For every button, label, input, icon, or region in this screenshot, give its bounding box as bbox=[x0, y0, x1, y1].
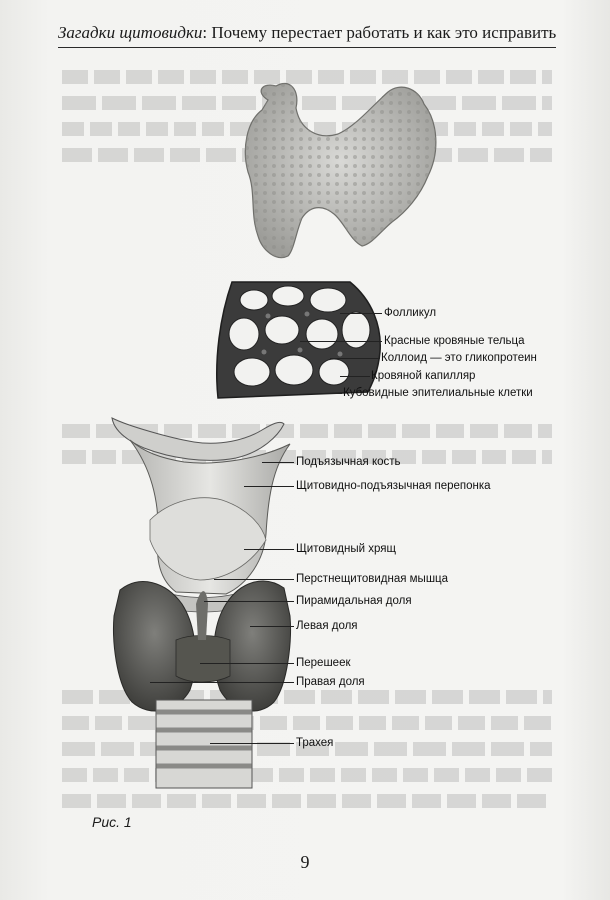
page-number: 9 bbox=[300, 852, 310, 872]
leader-line bbox=[150, 682, 294, 683]
leader-line bbox=[262, 462, 294, 463]
label-cricothyroid-muscle: Перстнещитовидная мышца bbox=[296, 573, 449, 585]
book-title: Загадки щитовидки bbox=[58, 23, 203, 42]
label-trachea: Трахея bbox=[296, 737, 334, 749]
label-thyroid-cartilage: Щитовидный хрящ bbox=[296, 543, 396, 555]
label-left-lobe: Левая доля bbox=[296, 620, 358, 632]
leader-line bbox=[250, 626, 294, 627]
label-red-blood-cells: Красные кровяные тельца bbox=[384, 335, 525, 347]
leader-line bbox=[340, 313, 382, 314]
label-right-lobe: Правая доля bbox=[296, 676, 365, 688]
label-hyoid-bone: Подъязычная кость bbox=[296, 456, 401, 468]
book-subtitle: : Почему перестает работать и как это исправить bbox=[202, 23, 557, 42]
label-cuboidal-epithelial-cells: Кубовидные эпителиальные клетки bbox=[343, 387, 533, 399]
leader-line bbox=[340, 376, 370, 377]
label-pyramidal-lobe: Пирамидальная доля bbox=[296, 595, 412, 607]
label-blood-capillary: Кровяной капилляр bbox=[371, 370, 476, 382]
leader-line bbox=[320, 393, 342, 394]
label-thyrohyoid-membrane: Щитовидно-подъязычная перепонка bbox=[296, 480, 491, 492]
label-isthmus: Перешеек bbox=[296, 657, 351, 669]
label-follicle: Фолликул bbox=[384, 307, 437, 319]
leader-line bbox=[214, 579, 294, 580]
leader-line bbox=[200, 663, 294, 664]
figure-caption: Рис. 1 bbox=[92, 814, 132, 830]
leader-line bbox=[300, 341, 382, 342]
leader-line bbox=[330, 358, 380, 359]
leader-line bbox=[204, 601, 294, 602]
leader-line bbox=[244, 486, 294, 487]
leader-line bbox=[244, 549, 294, 550]
leader-line bbox=[210, 743, 294, 744]
label-colloid: Коллоид — это гликопротеин bbox=[381, 352, 537, 364]
